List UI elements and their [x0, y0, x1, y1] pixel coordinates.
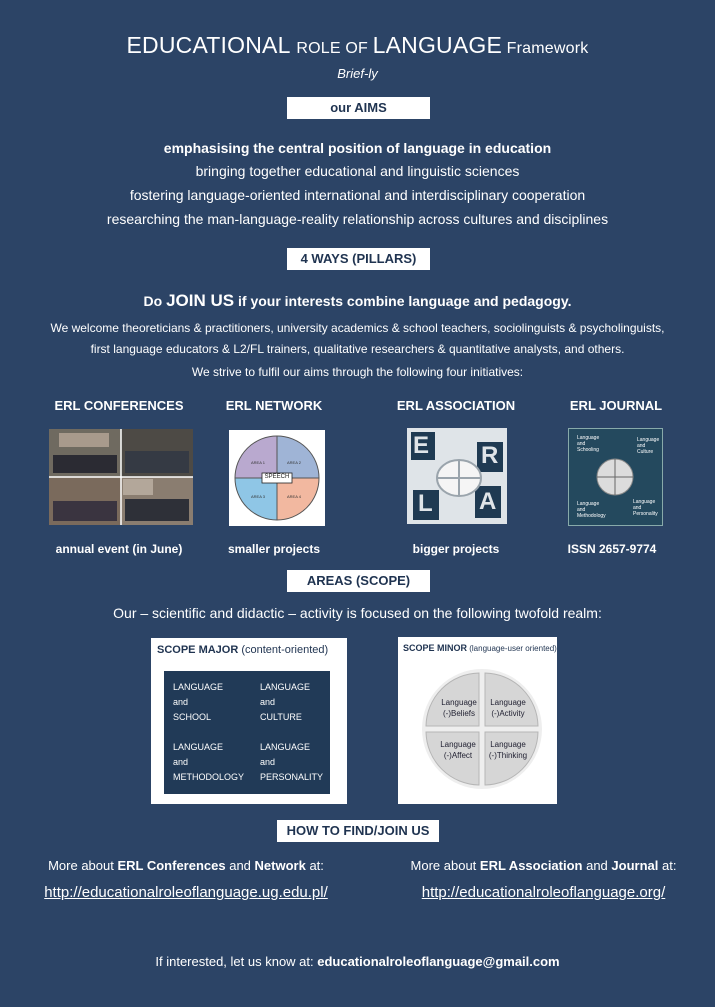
journal-tl-line: and — [577, 441, 586, 447]
scope-minor-circle-icon — [420, 667, 544, 791]
scope-major-cell — [173, 680, 223, 725]
cell-line: LANGUAGE — [260, 682, 311, 692]
join-pre: Do — [143, 293, 167, 309]
journal-br-line: Language — [633, 499, 656, 505]
scope-minor-title — [403, 643, 557, 653]
title-part-educational: EDUCATIONAL — [126, 32, 297, 58]
join-us-emphasis: JOIN US — [166, 291, 235, 310]
ug-website-link[interactable]: http://educationalroleoflanguage.ug.edu.pl/ — [44, 884, 328, 901]
find-right-b: ERL Association — [479, 858, 583, 873]
pillar-conferences — [44, 398, 194, 413]
cell-line: and — [173, 697, 189, 707]
scope-major-grid — [164, 671, 330, 794]
network-area-label: AREA 4 — [287, 494, 302, 499]
pillar-conferences-sub: annual event (in June) — [55, 542, 183, 556]
scope-major-title — [157, 644, 328, 656]
journal-br-line: Personality — [633, 511, 658, 517]
areas-banner: AREAS (SCOPE) — [287, 570, 430, 592]
pillars-banner: 4 WAYS (PILLARS) — [287, 248, 430, 270]
network-diagram — [229, 430, 325, 526]
scope-minor-box — [398, 637, 557, 804]
cell-line: CULTURE — [260, 712, 302, 722]
cell-line: LANGUAGE — [173, 682, 224, 692]
journal-bl-line: Language — [577, 501, 600, 507]
scope-minor-note: (language-user oriented) — [467, 644, 557, 653]
logo-letter-r: R — [481, 442, 499, 469]
cell-line: Language — [441, 698, 477, 707]
cell-line: LANGUAGE — [173, 742, 224, 752]
title-part-language: LANGUAGE — [372, 32, 503, 58]
cell-line: (-)Beliefs — [442, 709, 475, 718]
scope-major-cell — [260, 680, 310, 725]
find-left-a: More about — [48, 858, 118, 873]
join-us-line — [0, 291, 715, 311]
title-part-framework: Framework — [502, 40, 589, 57]
subtitle: Brief-ly — [337, 66, 378, 81]
aim-item-2: bringing together educational and linguistic sciences — [195, 163, 520, 179]
scope-minor-heading: SCOPE MINOR — [403, 643, 468, 653]
welcome-line-1: We welcome theoreticians & practitioners, university academics & school teachers, sociolinguists & psycholinguists, — [50, 321, 665, 335]
cell-line: and — [173, 757, 189, 767]
title-part-role-of: ROLE OF — [296, 40, 373, 57]
pillar-title: ERL NETWORK — [225, 398, 323, 413]
cell-line: METHODOLOGY — [173, 772, 245, 782]
find-right-d: Journal — [611, 858, 659, 873]
pillar-association — [381, 398, 531, 413]
journal-tl-line: Schooling — [577, 447, 599, 453]
welcome-line-2: first language educators & L2/FL trainers, qualitative researchers & quantitative analysts, and others. — [90, 342, 625, 356]
aim-item-4: researching the man-language-reality relationship across cultures and disciplines — [106, 211, 609, 227]
journal-bl-line: and — [577, 507, 586, 513]
scope-minor-cell — [486, 739, 530, 761]
cell-line: Language — [490, 740, 526, 749]
pillar-title: ERL JOURNAL — [569, 398, 663, 413]
find-right-a: More about — [410, 858, 480, 873]
pillar-network-sub: smaller projects — [227, 542, 321, 556]
aims-banner: our AIMS — [287, 97, 430, 119]
cell-line: (-)Activity — [491, 709, 525, 718]
find-right-e: at: — [658, 858, 677, 873]
association-logo — [407, 428, 507, 524]
find-left-b: ERL Conferences — [117, 858, 226, 873]
logo-letter-a: A — [479, 488, 497, 515]
join-post: if your interests combine language and pedagogy. — [234, 293, 572, 309]
scope-major-box — [151, 638, 347, 804]
journal-tr — [637, 437, 659, 455]
find-left-text — [0, 858, 372, 873]
scope-minor-cell — [486, 697, 530, 719]
network-area-label: AREA 3 — [251, 494, 266, 499]
logo-letter-l: L — [418, 490, 433, 517]
scope-minor-cell — [440, 697, 478, 719]
network-area-label: AREA 2 — [287, 460, 302, 465]
scope-major-note: (content-oriented) — [238, 644, 329, 656]
journal-tl — [577, 435, 599, 453]
cell-line: LANGUAGE — [260, 742, 311, 752]
pillar-network — [199, 398, 349, 413]
cell-line: Language — [440, 740, 476, 749]
pillar-title: ERL CONFERENCES — [54, 398, 184, 413]
pillar-journal — [541, 398, 691, 413]
aim-item-3: fostering language-oriented international and interdisciplinary cooperation — [129, 187, 586, 203]
pillar-association-sub: bigger projects — [412, 542, 500, 556]
org-website-link[interactable]: http://educationalroleoflanguage.org/ — [421, 884, 666, 901]
scope-major-cell — [260, 740, 323, 785]
journal-cover — [568, 428, 663, 526]
find-left-d: Network — [254, 858, 306, 873]
cell-line: PERSONALITY — [260, 772, 324, 782]
contact-email-link[interactable]: educationalroleoflanguage@gmail.com — [317, 954, 560, 969]
contact-line — [0, 954, 715, 969]
areas-intro: Our – scientific and didactic – activity is focused on the following twofold realm: — [113, 605, 602, 621]
scope-major-heading: SCOPE MAJOR — [157, 644, 239, 656]
find-left-c: and — [225, 858, 255, 873]
find-right-c: and — [582, 858, 612, 873]
aim-item-1: emphasising the central position of language in education — [163, 140, 552, 156]
cell-line: Language — [490, 698, 526, 707]
find-right-text — [372, 858, 715, 873]
journal-tl-line: Language — [577, 435, 600, 441]
network-area-label: AREA 1 — [251, 460, 266, 465]
conference-photo-collage — [49, 429, 193, 525]
journal-bl — [577, 501, 606, 519]
cell-line: SCHOOL — [173, 712, 212, 722]
cell-line: (-)Affect — [443, 751, 473, 760]
cell-line: and — [260, 697, 276, 707]
scope-major-cell — [173, 740, 244, 785]
journal-br-line: and — [633, 505, 642, 511]
journal-br — [633, 499, 658, 517]
find-left-e: at: — [305, 858, 324, 873]
network-center-label: SPEECH — [264, 474, 290, 480]
cell-line: and — [260, 757, 276, 767]
journal-tr-line: Language — [637, 437, 660, 443]
journal-tr-line: Culture — [637, 449, 654, 455]
contact-pre: If interested, let us know at: — [155, 954, 318, 969]
strive-line: We strive to fulfil our aims through the following four initiatives: — [191, 365, 524, 379]
cell-line: (-)Thinking — [488, 751, 528, 760]
pillar-title: ERL ASSOCIATION — [396, 398, 516, 413]
find-banner: HOW TO FIND/JOIN US — [277, 820, 439, 842]
conference-photo-icon — [49, 429, 193, 525]
logo-letter-e: E — [413, 432, 430, 459]
page-title — [0, 32, 715, 59]
journal-bl-line: Methodology — [577, 513, 606, 519]
pillar-journal-sub: ISSN 2657-9774 — [567, 542, 657, 556]
scope-minor-cell — [438, 739, 478, 761]
journal-tr-line: and — [637, 443, 646, 449]
